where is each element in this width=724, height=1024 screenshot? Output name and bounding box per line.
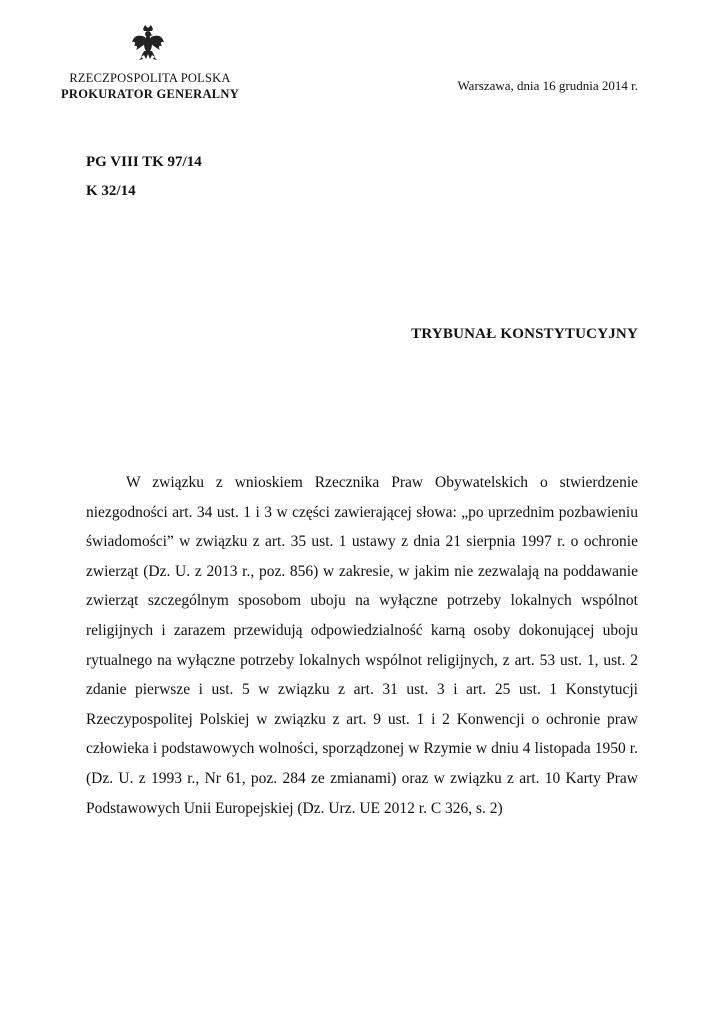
eagle-emblem-icon	[130, 24, 166, 64]
case-number-pg: PG VIII TK 97/14	[86, 154, 202, 170]
place-date: Warszawa, dnia 16 grudnia 2014 r.	[457, 78, 638, 93]
office-name: PROKURATOR GENERALNY	[60, 87, 240, 101]
body-paragraph: W związku z wnioskiem Rzecznika Praw Obywatelskich o stwierdzenie niezgodności art. 34 ust. 1 i 3 w części zawierającej słowa: „po uprzednim pozbawieniu świadomości” w związku z art. 35 ust. 1 ustawy z dnia 21 sierpnia 1997 r. o ochronie zwierząt (Dz. U. z 2013 r., poz. 856) w zakresie, w jakim nie zezwalają na poddawanie zwierząt szczególnym sposobom uboju na wyłączne potrzeby lokalnych wspólnot religijnych i zarazem przewidują odpowiedzialność karną osoby dokonującej uboju rytualnego na wyłączne potrzeby lokalnych wspólnot religijnych, z art. 53 ust. 1, ust. 2 zdanie pierwsze i ust. 5 w związku z art. 31 ust. 3 i art. 25 ust. 1 Konstytucji Rzeczypospolitej Polskiej w związku z art. 9 ust. 1 i 2 Konwencji o ochronie praw człowieka i podstawowych wolności, sporządzonej w Rzymie w dniu 4 listopada 1950 r. (Dz. U. z 1993 r., Nr 61, poz. 284 ze zmianami) oraz w związku z art. 10 Karty Praw Podstawowych Unii Europejskiej (Dz. Urz. UE 2012 r. C 326, s. 2)	[86, 474, 638, 817]
issuer-block	[50, 70, 250, 102]
document-body	[86, 468, 638, 823]
case-number-k: K 32/14	[86, 183, 136, 199]
case-references	[86, 148, 202, 206]
addressee: TRYBUNAŁ KONSTYTUCYJNY	[411, 326, 638, 342]
country-name: RZECZPOSPOLITA POLSKA	[69, 71, 231, 85]
